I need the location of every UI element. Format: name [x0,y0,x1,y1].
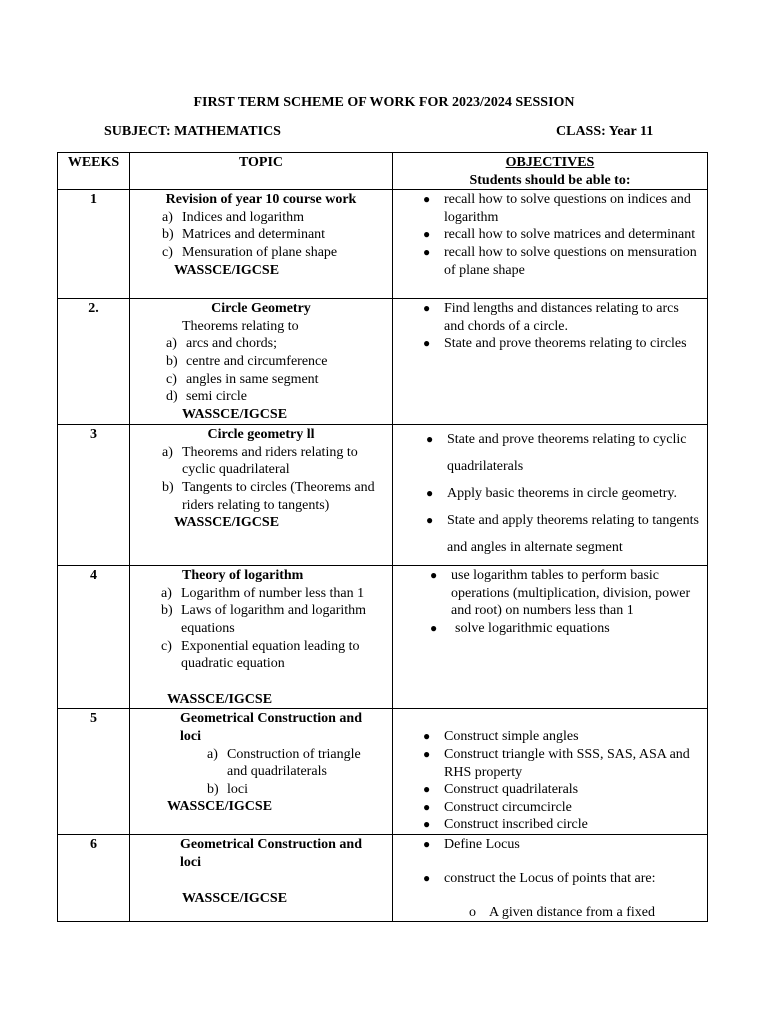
week-cell [58,190,130,299]
list-item-text: Matrices and determinant [182,227,326,243]
objective-text: recall how to solve matrices and determinant [444,227,696,243]
topic-title: Geometrical Construction and loci [180,711,362,744]
objective-text: State and prove theorems relating to cyclic quadrilaterals [447,432,687,475]
objective-text: solve logarithmic equations [455,620,610,636]
objectives-cell [393,566,708,709]
bullet-icon: ● [430,620,438,635]
list-marker: a) [162,444,173,460]
list-marker: a) [207,746,218,762]
list-item [423,816,701,834]
objectives-list [393,191,707,279]
header-row [58,153,708,190]
list-item [423,746,701,781]
objective-text: construct the Locus of points that are: [444,870,656,886]
list-marker: a) [162,209,173,225]
header-objectives-sub: Students should be able to: [469,172,631,188]
list-item [162,226,382,244]
bullet-icon: ● [423,301,431,316]
objective-text: Construct quadrilaterals [444,782,579,798]
week-cell [58,566,130,709]
week-number: 3 [90,427,97,443]
list-marker: c) [161,638,172,654]
list-item-text: Laws of logarithm and logarithm equations [181,603,367,636]
list-marker: b) [207,781,219,797]
bullet-icon: ● [423,837,431,852]
list-item [426,426,701,480]
list-item-text: Mensuration of plane shape [182,244,338,260]
list-item [423,728,701,746]
list-item-text: Tangents to circles (Theorems and riders relating to tangents) [182,479,375,513]
list-item-text: semi circle [186,389,248,405]
objectives-list [393,728,707,834]
table-row [58,299,708,425]
topic-title: Theory of logarithm [182,568,304,584]
subject-label: SUBJECT: MATHEMATICS [104,124,281,139]
list-marker: c) [162,244,173,260]
bullet-icon: ● [423,746,431,761]
table-row [58,425,708,566]
table-row [58,190,708,299]
objective-text: recall how to solve questions on indices and logarithm [444,192,691,225]
topic-list [130,585,392,673]
objective-text: Apply basic theorems in circle geometry. [447,486,678,502]
topic-list [130,209,382,262]
objectives-list [393,426,707,561]
header-topic [130,153,393,190]
topic-cell [130,425,393,566]
list-item [430,620,697,638]
bullet-icon: ● [426,432,434,447]
bullet-icon: ● [423,244,431,259]
objectives-cell [393,425,708,566]
header-topic-label: TOPIC [238,155,284,170]
objective-text: Construct circumcircle [444,799,572,815]
week-number: 6 [90,837,97,853]
list-item [161,602,384,637]
topic-cell [130,190,393,299]
list-item-text: arcs and chords; [186,336,277,352]
list-item [162,209,382,227]
objective-text: Find lengths and distances relating to arcs and chords of a circle. [444,301,679,334]
class-label: CLASS: Year 11 [556,124,654,139]
header-objectives-label: OBJECTIVES [505,155,595,170]
list-item [166,388,392,406]
week-cell [58,709,130,835]
topic-title: Revision of year 10 course work [165,192,357,208]
exam-label: WASSCE/IGCSE [174,262,280,278]
bullet-icon: ● [426,486,434,501]
header-weeks-label: WEEKS [67,155,120,170]
week-cell [58,835,130,922]
bullet-icon: ● [430,568,438,583]
list-item [166,371,392,389]
list-item-text: angles in same segment [186,371,319,387]
topic-title: Circle geometry ll [207,427,315,443]
objectives-list [393,836,707,887]
bullet-icon: ● [423,870,431,885]
objective-text: State and prove theorems relating to circles [444,336,687,352]
list-item [423,226,701,244]
header-objectives [393,153,708,190]
objective-text: A given distance from a fixed [489,904,656,920]
objectives-cell [393,299,708,425]
topic-title: Geometrical Construction and loci [180,837,362,870]
list-item [423,781,701,799]
list-item-text: Theorems and riders relating to cyclic quadrilateral [182,444,358,478]
list-item [161,585,384,603]
objective-text: use logarithm tables to perform basic operations (multiplication, division, power and root) on numbers less than 1 [451,568,691,619]
list-item [423,799,701,817]
exam-label: WASSCE/IGCSE [167,691,273,707]
list-item [162,244,382,262]
list-item [426,480,701,507]
exam-label: WASSCE/IGCSE [182,406,288,422]
list-item-text: Indices and logarithm [182,209,305,225]
scheme-table [57,152,708,922]
bullet-icon: ● [423,729,431,744]
objective-text: Construct triangle with SSS, SAS, ASA and RHS property [444,746,690,780]
list-item [207,746,384,781]
list-marker: b) [166,353,178,369]
table-row [58,709,708,835]
bullet-icon: ● [423,817,431,832]
sub-bullet-icon: o [469,904,476,920]
week-number: 4 [90,568,97,584]
topic-cell [130,299,393,425]
list-item-text: Construction of triangle and quadrilaterals [227,746,361,780]
objectives-list [393,300,707,353]
topic-title: Circle Geometry [211,301,311,317]
list-item [207,781,384,799]
table-row [58,566,708,709]
list-item [423,244,701,279]
list-marker: d) [166,389,178,405]
list-item [423,191,701,226]
list-item [166,335,392,353]
list-marker: a) [166,336,177,352]
list-item-text: loci [227,781,248,797]
exam-label: WASSCE/IGCSE [182,890,288,906]
list-item-text: centre and circumference [186,353,328,369]
objective-text: Define Locus [444,837,520,853]
topic-list [130,335,392,405]
list-item [162,444,382,479]
list-marker: b) [161,603,173,619]
week-number: 1 [90,192,97,208]
objective-text: Construct inscribed circle [444,817,588,833]
list-marker: a) [161,585,172,601]
objective-text: recall how to solve questions on mensuration of plane shape [444,244,697,278]
objectives-cell [393,835,708,922]
list-marker: c) [166,371,177,387]
exam-label: WASSCE/IGCSE [174,515,280,531]
sub-objectives-list [393,904,707,922]
topic-cell [130,709,393,835]
week-number: 5 [90,711,97,727]
list-marker: b) [162,227,174,243]
document-title: FIRST TERM SCHEME OF WORK FOR 2023/2024 SESSION [193,95,575,110]
week-number: 2. [88,301,99,317]
topic-cell [130,835,393,922]
bullet-icon: ● [423,336,431,351]
topic-cell [130,566,393,709]
list-item [426,507,701,561]
bullet-icon: ● [426,513,434,528]
list-item [166,353,392,371]
list-item [469,904,707,922]
objective-text: Construct simple angles [444,729,579,745]
objectives-cell [393,190,708,299]
list-item-text: Exponential equation leading to quadratic equation [181,638,360,672]
table-row [58,835,708,922]
list-item-text: Logarithm of number less than 1 [181,585,365,601]
list-item [162,479,382,514]
list-item [430,567,697,620]
list-item [161,638,384,673]
week-cell [58,299,130,425]
list-item [423,300,701,335]
list-item [423,836,701,854]
list-item [423,870,701,888]
topic-list [130,746,392,799]
objectives-cell [393,709,708,835]
bullet-icon: ● [423,227,431,242]
bullet-icon: ● [423,782,431,797]
topic-list [130,444,382,514]
objective-text: State and apply theorems relating to tangents and angles in alternate segment [447,513,699,556]
list-marker: b) [162,479,174,495]
topic-intro: Theorems relating to [182,318,299,334]
exam-label: WASSCE/IGCSE [167,799,273,815]
week-cell [58,425,130,566]
bullet-icon: ● [423,799,431,814]
bullet-icon: ● [423,192,431,207]
objectives-list [393,567,707,637]
list-item [423,335,701,353]
header-weeks [58,153,130,190]
